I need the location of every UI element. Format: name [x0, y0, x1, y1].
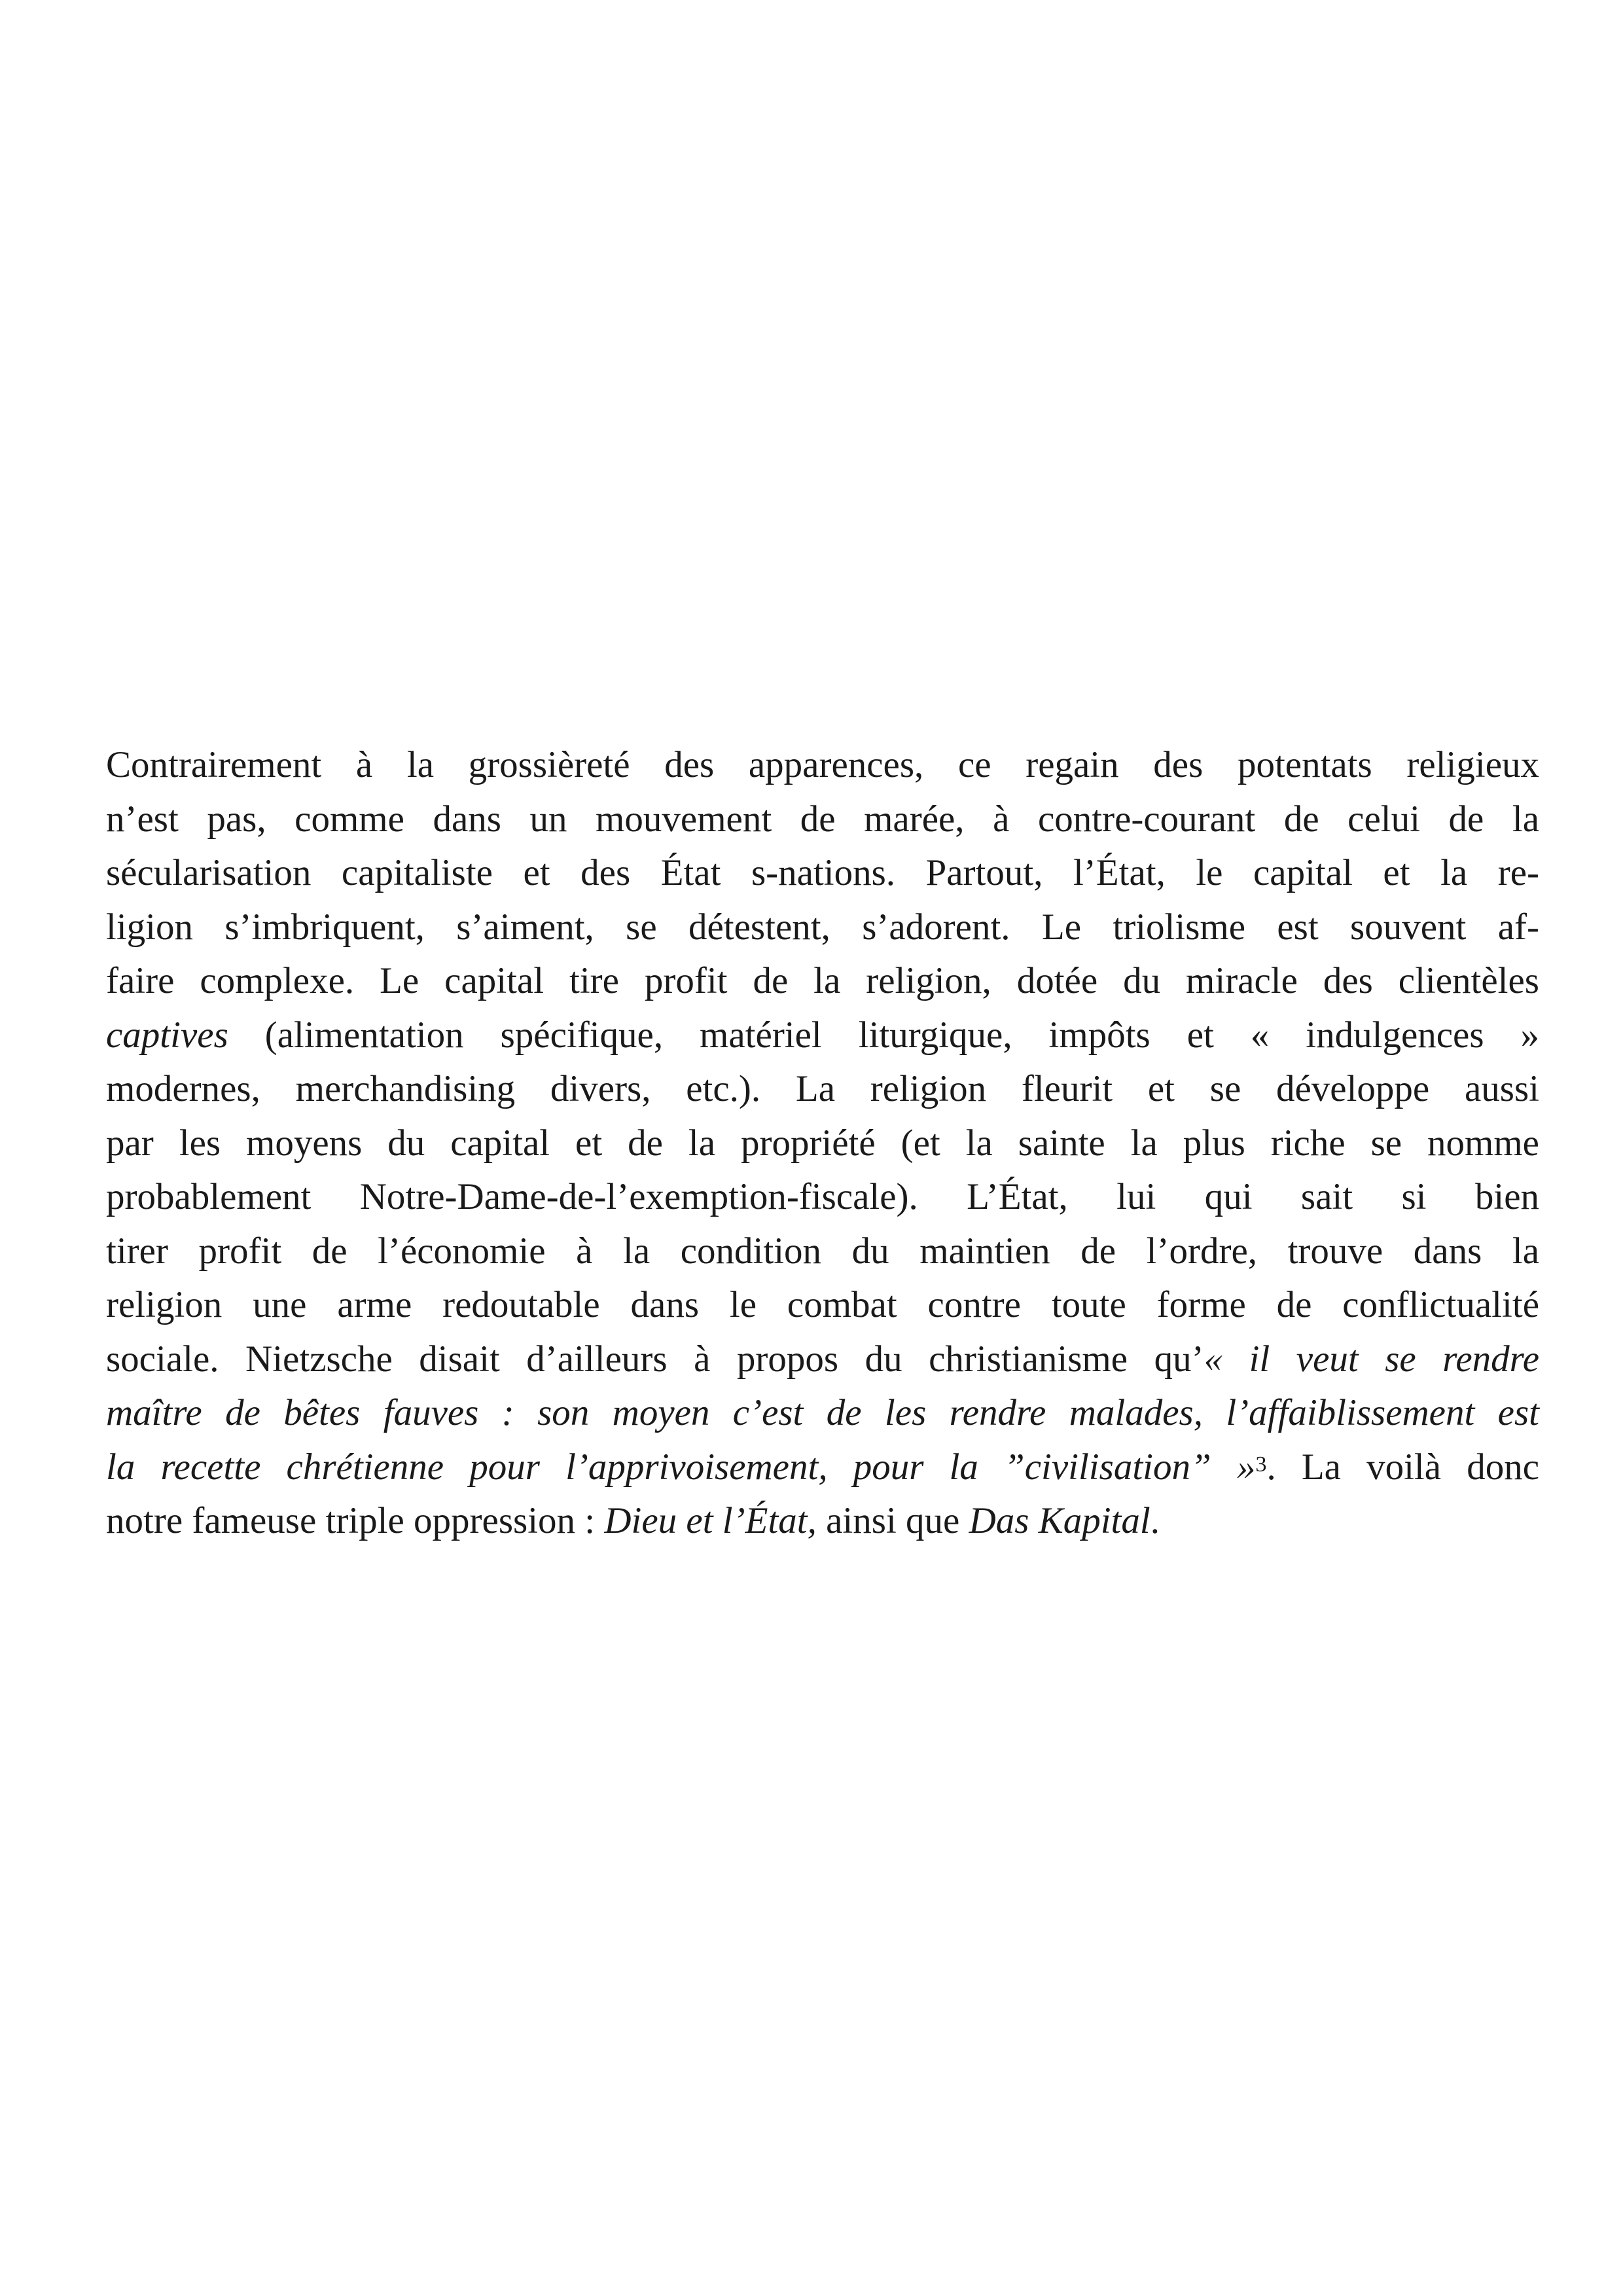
quotation-text: la recette chrétienne pour l’apprivoisement, pour la ”civilisation” »: [106, 1446, 1256, 1488]
paragraph-line: Contrairement à la grossièreté des apparences, ce regain des potentats religieux: [106, 744, 1539, 785]
quotation-text: « il veut se rendre: [1204, 1338, 1539, 1380]
paragraph-line: ligion s’imbriquent, s’aiment, se détestent, s’adorent. Le triolisme est souvent af-: [106, 906, 1539, 948]
paragraph-line: [106, 1494, 1539, 1549]
paragraph-line: maître de bêtes fauves : son moyen c’est de les rendre malades, l’affaiblissement est: [106, 1392, 1539, 1433]
paragraph-line: [106, 1009, 1539, 1063]
line-text: sociale. Nietzsche disait d’ailleurs à propos du christianisme qu’: [106, 1338, 1204, 1380]
paragraph-line: faire complexe. Le capital tire profit de la religion, dotée du miracle des clientèles: [106, 960, 1539, 1001]
paragraph-line: tirer profit de l’économie à la condition du maintien de l’ordre, trouve dans la: [106, 1230, 1539, 1272]
title-reference: Das Kapital: [969, 1500, 1150, 1541]
paragraph-line: sécularisation capitaliste et des État s-nations. Partout, l’État, le capital et la re-: [106, 852, 1539, 893]
paragraph-line: [106, 1441, 1539, 1495]
line-text: ainsi que: [816, 1500, 969, 1541]
paragraph-line: n’est pas, comme dans un mouvement de marée, à contre-courant de celui de la: [106, 798, 1539, 840]
paragraph-line: par les moyens du capital et de la propriété (et la sainte la plus riche se nomme: [106, 1122, 1539, 1164]
paragraph-line: religion une arme redoutable dans le combat contre toute forme de conflictualité: [106, 1284, 1539, 1325]
line-text: . La voilà donc: [1266, 1446, 1539, 1488]
line-text: (alimentation spécifique, matériel liturgique, impôts et « indulgences »: [228, 1014, 1539, 1056]
line-text: .: [1150, 1500, 1160, 1541]
title-reference: Dieu et l’État,: [604, 1500, 817, 1541]
paragraph-line: modernes, merchandising divers, etc.). La religion fleurit et se développe aussi: [106, 1068, 1539, 1109]
emphasis-text: captives: [106, 1014, 228, 1056]
footnote-marker: 3: [1255, 1452, 1267, 1477]
line-text: notre fameuse triple oppression :: [106, 1500, 605, 1541]
paragraph-line: probablement Notre-Dame-de-l’exemption-fiscale). L’État, lui qui sait si bien: [106, 1176, 1539, 1217]
paragraph-line: [106, 1333, 1539, 1387]
body-paragraph: [106, 738, 1539, 1549]
